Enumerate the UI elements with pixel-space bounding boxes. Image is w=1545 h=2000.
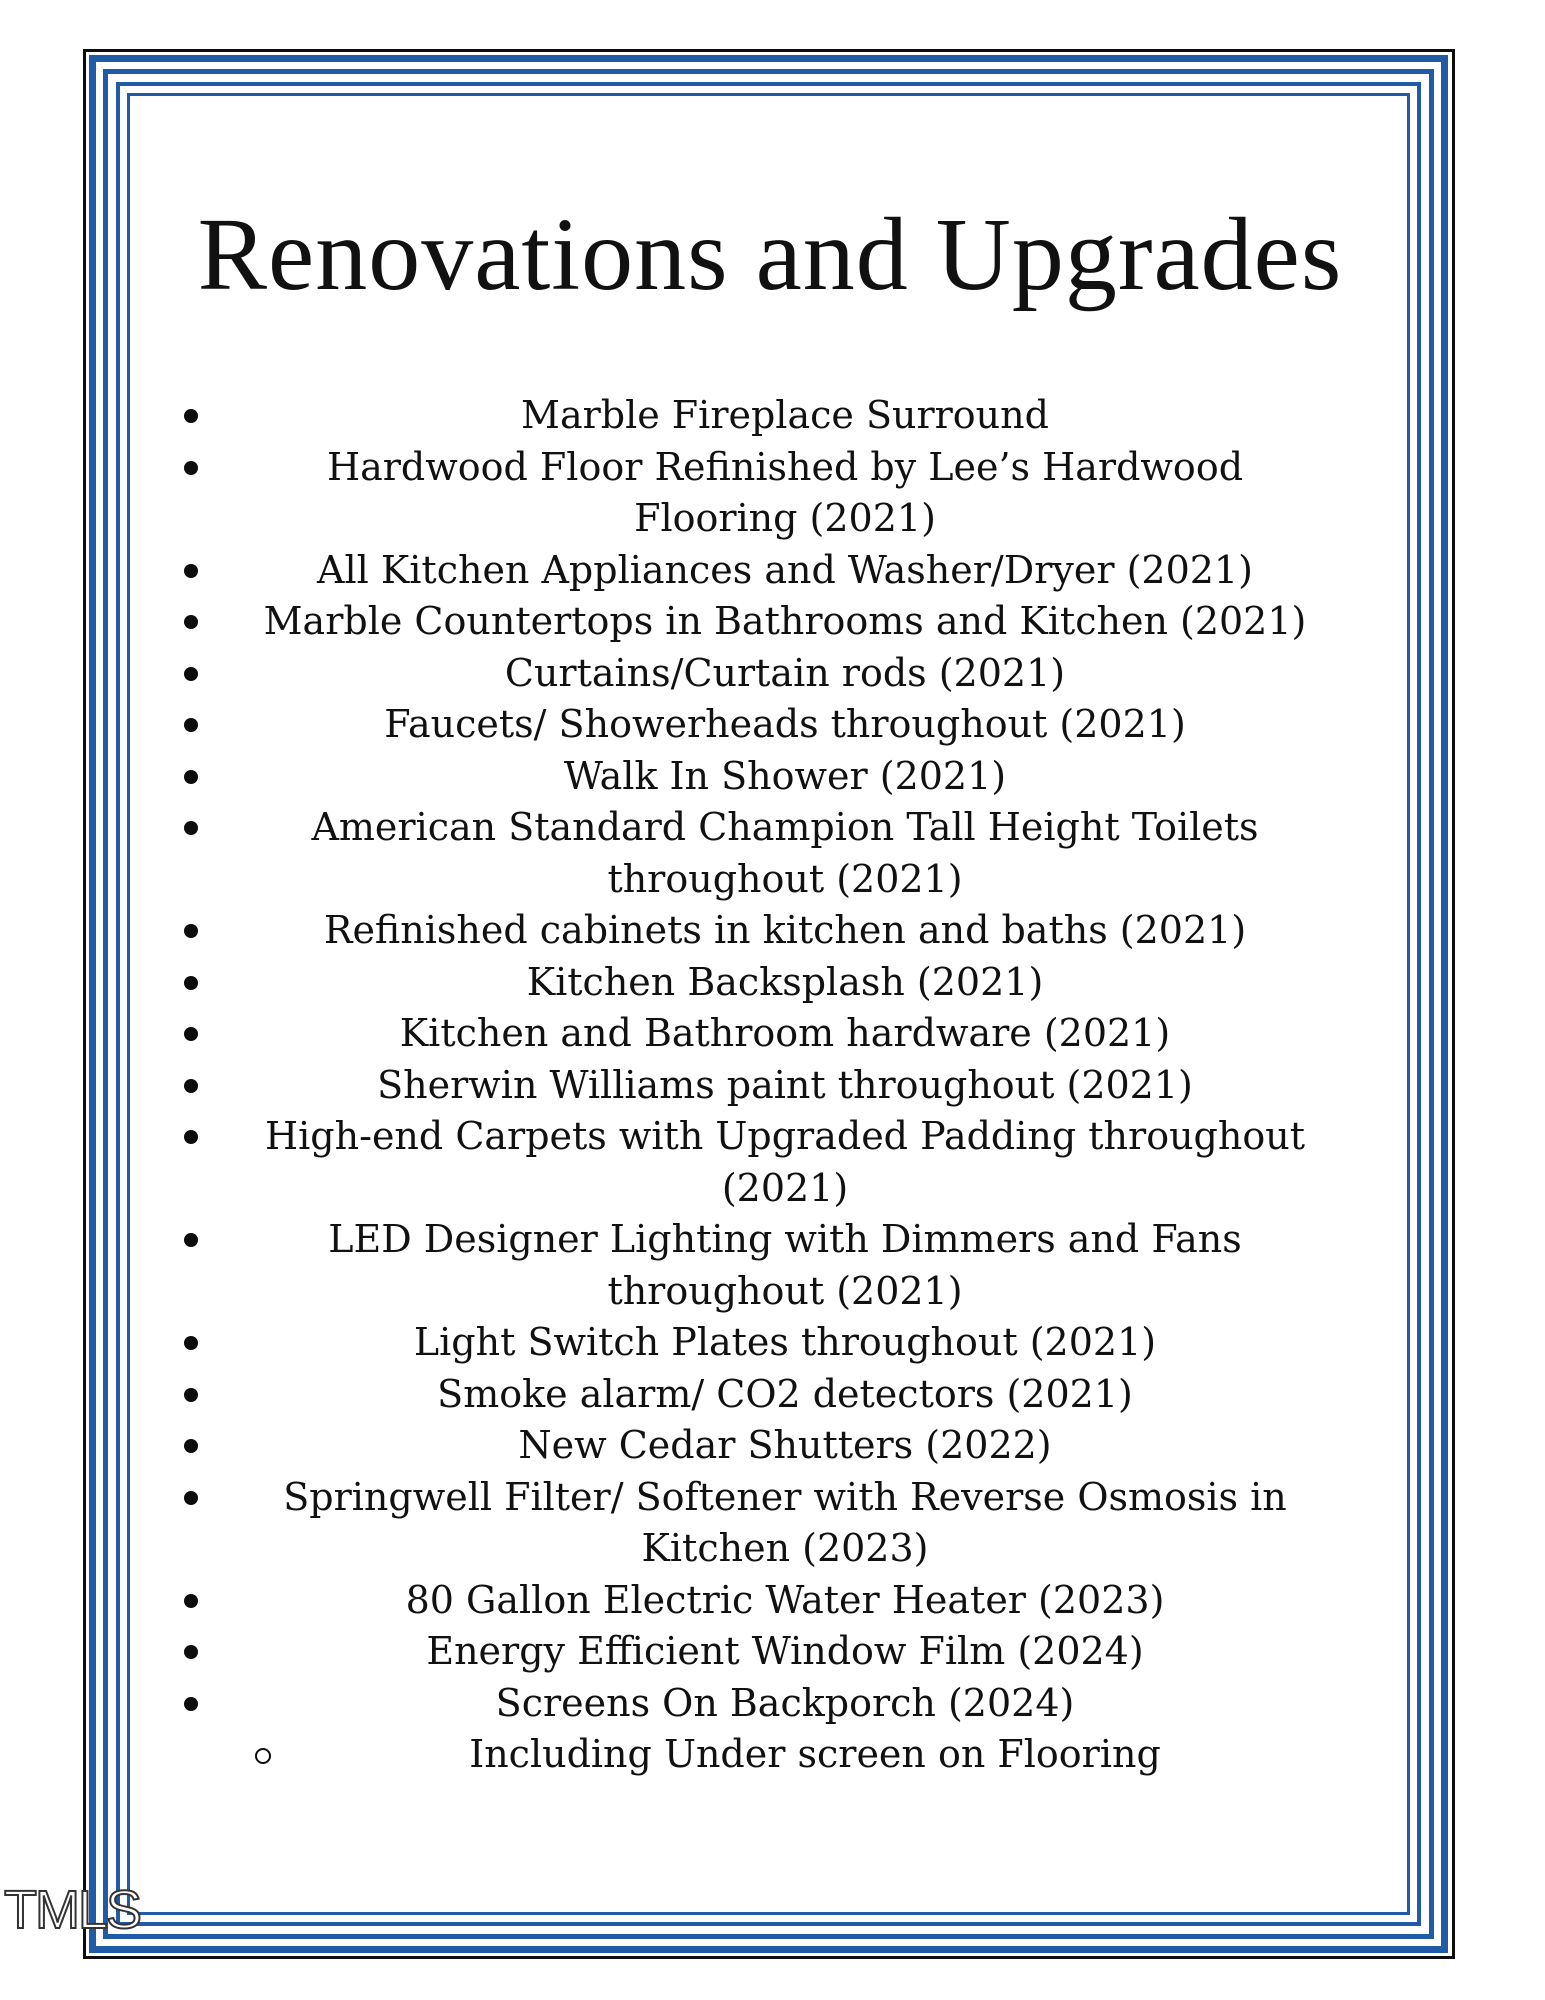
list-item-text: Hardwood Floor Refinished by Lee’s Hardwood Flooring (2021) bbox=[326, 444, 1244, 540]
list-item bbox=[180, 1369, 1360, 1421]
list-item-text: New Cedar Shutters (2022) bbox=[518, 1423, 1052, 1467]
bullet-icon bbox=[184, 1439, 198, 1453]
bullet-icon bbox=[184, 615, 198, 629]
list-item-text: Kitchen and Bathroom hardware (2021) bbox=[399, 1011, 1171, 1055]
list-item-text: Faucets/ Showerheads throughout (2021) bbox=[384, 702, 1186, 746]
list-item bbox=[180, 1111, 1360, 1214]
list-item bbox=[180, 699, 1360, 751]
list-item bbox=[180, 751, 1360, 803]
bullet-icon bbox=[184, 1233, 198, 1247]
list-item bbox=[180, 1008, 1360, 1060]
bullet-icon bbox=[184, 718, 198, 732]
list-item-text: Marble Fireplace Surround bbox=[521, 393, 1049, 437]
list-item-text: Sherwin Williams paint throughout (2021) bbox=[377, 1062, 1193, 1107]
list-item-text: Light Switch Plates throughout (2021) bbox=[413, 1320, 1157, 1364]
list-item-text: High-end Carpets with Upgraded Padding throughout (2021) bbox=[265, 1114, 1305, 1210]
bullet-icon bbox=[184, 770, 198, 784]
list-item bbox=[180, 1060, 1360, 1112]
bullet-icon bbox=[184, 976, 198, 990]
list-item-text: Walk In Shower (2021) bbox=[563, 753, 1007, 798]
bullet-icon bbox=[184, 1491, 198, 1505]
bullet-icon bbox=[184, 1027, 198, 1041]
list-item-text: Curtains/Curtain rods (2021) bbox=[504, 650, 1066, 695]
list-item bbox=[180, 905, 1360, 957]
list-item-text: Springwell Filter/ Softener with Reverse Osmosis in Kitchen (2023) bbox=[283, 1474, 1287, 1570]
bullet-icon bbox=[184, 1594, 198, 1608]
bullet-icon bbox=[184, 667, 198, 681]
bullet-icon bbox=[184, 564, 198, 578]
bullet-icon bbox=[184, 409, 198, 423]
list-item bbox=[180, 1575, 1360, 1627]
list-item-text: American Standard Champion Tall Height Toilets throughout (2021) bbox=[311, 805, 1259, 901]
bullet-icon bbox=[184, 1697, 198, 1711]
list-item bbox=[180, 390, 1360, 442]
list-item-text: LED Designer Lighting with Dimmers and Fans throughout (2021) bbox=[328, 1217, 1242, 1313]
bullet-icon bbox=[184, 461, 198, 475]
sub-list-item bbox=[180, 1729, 1360, 1781]
list-item bbox=[180, 1472, 1360, 1575]
bullet-icon bbox=[184, 924, 198, 938]
bullet-icon bbox=[184, 1336, 198, 1350]
list-item bbox=[180, 1317, 1360, 1369]
list-item bbox=[180, 1214, 1360, 1317]
list-item-text: Smoke alarm/ CO2 detectors (2021) bbox=[437, 1371, 1133, 1416]
list-item bbox=[180, 1626, 1360, 1678]
list-item bbox=[180, 648, 1360, 700]
hollow-bullet-icon bbox=[255, 1748, 271, 1764]
page-title: Renovations and Upgrades bbox=[197, 197, 1343, 312]
list-item-text: 80 Gallon Electric Water Heater (2023) bbox=[405, 1577, 1165, 1622]
list-item bbox=[180, 957, 1360, 1009]
list-item-text: Energy Efficient Window Film (2024) bbox=[426, 1629, 1144, 1673]
list-item bbox=[180, 545, 1360, 597]
list-item bbox=[180, 596, 1360, 648]
bullet-icon bbox=[184, 1388, 198, 1402]
list-item bbox=[180, 1678, 1360, 1730]
bullet-icon bbox=[184, 1079, 198, 1093]
list-item-text: Marble Countertops in Bathrooms and Kitchen (2021) bbox=[263, 599, 1307, 643]
bullet-icon bbox=[184, 1645, 198, 1659]
list-item bbox=[180, 1420, 1360, 1472]
list-item bbox=[180, 442, 1360, 545]
list-item-text: Refinished cabinets in kitchen and baths (2021) bbox=[323, 908, 1247, 952]
bullet-icon bbox=[184, 1130, 198, 1144]
list-item bbox=[180, 802, 1360, 905]
mls-watermark: TMLS bbox=[4, 1880, 141, 1940]
sub-list-item-text: Including Under screen on Flooring bbox=[469, 1732, 1161, 1776]
renovations-list bbox=[180, 390, 1360, 1781]
list-item-text: Kitchen Backsplash (2021) bbox=[526, 959, 1044, 1004]
bullet-icon bbox=[184, 821, 198, 835]
list-item-text: All Kitchen Appliances and Washer/Dryer (2021) bbox=[317, 547, 1253, 592]
list-item-text: Screens On Backporch (2024) bbox=[495, 1680, 1075, 1725]
